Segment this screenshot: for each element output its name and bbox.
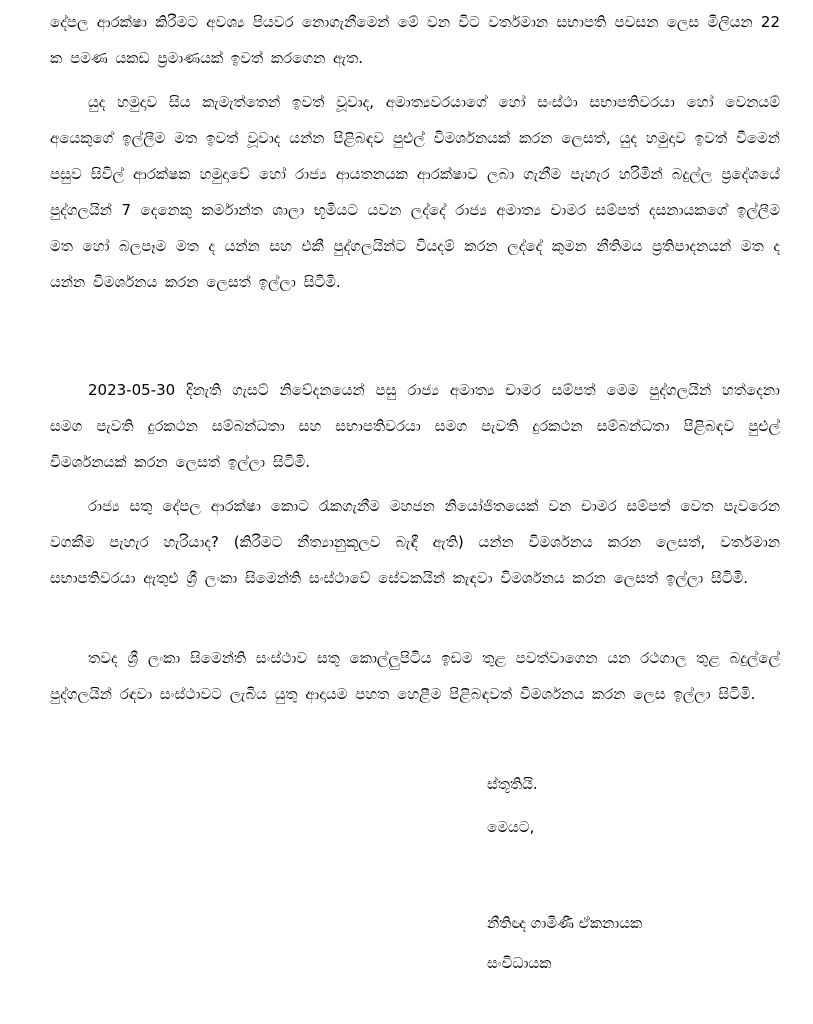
signatory-name: නීතිඥ ගාමිණී ඒකනායක [487,914,643,932]
paragraph-4: රාජ්‍ය සතු දේපල ආරක්ෂා කොට රැකගැනීම මහජන නියෝජිතයෙක් වන චාමර සම්පත් වෙත පැවරෙන වගකීම පැහැර හැරියාද? (කිරීමට නීත්‍යානුකූලව බැඳී ඇති) යන්න විමර්ශනය කරන ලෙසත්, වර්තමාන සභාපතිවරයා ඇතුළු ශ්‍රී ලංකා සිමෙන්ති සංස්ථාවේ සේවකයින් කැඳවා විමර්ශනය කරන ලෙසත් ඉල්ලා සිටිමි. [50,497,780,587]
paragraph-5: තවද ශ්‍රී ලංකා සිමෙන්ති සංස්ථාව සතු කොල්ලුපිටිය ඉඩම තුළ පවත්වාගෙන යන රථගාල තුළ බදුල්ලේ පුද්ගලයින් රඳවා සංස්ථාවට ලැබිය යුතු ආදායම පහත හෙළීම පිළිබඳවත් විමර්ශනය කරන ලෙස ඉල්ලා සිටිමි. [50,649,780,703]
closing-salutation: මෙයට, [487,818,535,836]
closing-thanks: ස්තූතියි. [487,775,538,793]
paragraph-1: දේපල ආරක්ෂා කිරීමට අවශ්‍ය පියවර නොගැනීමෙන් මේ වන විට වර්තමාන සභාපති පවසන ලෙස මිලියන 22 ක පමණ යකඩ ප්‍රමාණයක් ඉවත් කරගෙන ඇත. [50,13,780,67]
signatory-title: සංවිධායක [487,954,552,972]
paragraph-2: යුද හමුදාව සිය කැමැත්තෙන් ඉවත් වූවාද, අමාත්‍යවරයාගේ හෝ සංස්ථා සභාපතිවරයා හෝ වෙනයම් අයෙකුගේ ඉල්ලීම මත ඉවත් වූවාද යන්න පිළිබඳව පුළුල් විමර්ශනයක් කරන ලෙසත්, යුද හමුදාව ඉවත් වීමෙන් පසුව සිවිල් ආරක්ෂක හමුදාවේ හෝ රාජ්‍ය ආයතනයක ආරක්ෂාව ලබා ගැනීම පැහැර හරිමින් බදුල්ල ප්‍රදේශයේ පුද්ගලයින් 7 දෙනෙකු කර්මාන්ත ශාලා භූමියට යවන ලද්දේ රාජ්‍ය අමාත්‍ය චාමර සම්පත් දසනායකගේ ඉල්ලීම මත හෝ බලපෑම මත ද යන්න සහ එකී පුද්ගලයින්ට වියදම් කරන ලද්දේ කුමන නීතිමය ප්‍රතිපාදනයන් මත ද යන්න විමර්ශනය කරන ලෙසත් ඉල්ලා සිටිමි. [50,93,780,291]
paragraph-3: 2023-05-30 දිනැති ගැසට් නිවේදනයෙන් පසු රාජ්‍ය අමාත්‍ය චාමර සම්පත් මෙම පුද්ගලයින් හත්දෙනා සමග පැවති දුරකථන සම්බන්ධතා සහ සභාපතිවරයා සමග පැවති දුරකථන සම්බන්ධතා පිළිබඳව පුළුල් විමර්ශනයක් කරන ලෙසත් ඉල්ලා සිටිමි. [50,381,780,471]
